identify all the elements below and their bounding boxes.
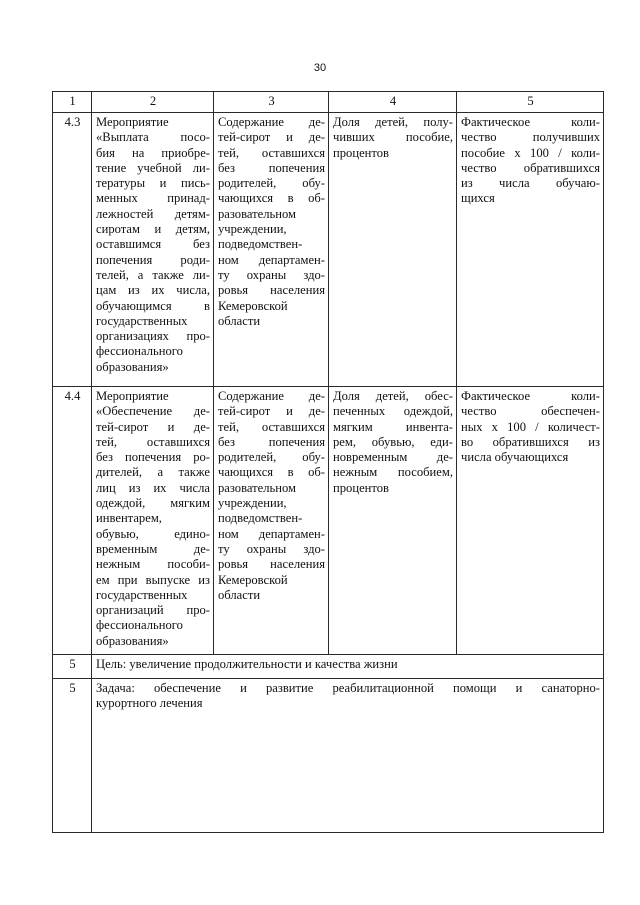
cell-line: мягким инвента- xyxy=(333,419,453,434)
row-number: 5 xyxy=(53,655,92,679)
cell-line: Кемеровской xyxy=(218,298,288,313)
cell-line: цам из их числа, xyxy=(96,283,210,298)
cell-line: обучающимся в xyxy=(96,298,210,313)
header-cell: 2 xyxy=(92,92,214,113)
cell-line: без попечения xyxy=(218,160,325,175)
cell-line: тературы и пись- xyxy=(96,176,210,191)
cell-line: тей, оставшихся xyxy=(218,145,325,160)
cell-line: щихся xyxy=(461,191,495,206)
cell-line: разовательном xyxy=(218,480,297,495)
cell-line: телей, а также ли- xyxy=(96,267,210,282)
cell-line: чество обратившихся xyxy=(461,160,600,175)
cell-line: «Выплата посо- xyxy=(96,130,210,145)
task-row xyxy=(53,679,604,833)
cell-line: образования» xyxy=(96,359,169,374)
cell-line: Содержание де- xyxy=(218,115,325,129)
cell-line: нежным пособием, xyxy=(333,465,453,480)
row-number: 4.4 xyxy=(53,387,92,655)
cell-line: ровья населения xyxy=(218,557,325,572)
row-number: 5 xyxy=(53,679,92,833)
page-number: 30 xyxy=(313,62,327,74)
table-row-4-3 xyxy=(53,113,604,387)
cell-line: чивших пособие, xyxy=(333,130,453,145)
cell-line: Задача: обеспечение и развитие реабилитационной помощи и санаторно- xyxy=(96,681,600,695)
cell-line: без попечения xyxy=(218,434,325,449)
cell-line: Цель: увеличение продолжительности и качества жизни xyxy=(96,657,398,671)
table-header-row xyxy=(53,92,604,113)
cell-line: бия на приобре- xyxy=(96,145,210,160)
cell-line: Содержание де- xyxy=(218,389,325,403)
cell-line: ту охраны здо- xyxy=(218,267,325,282)
cell-line: ту охраны здо- xyxy=(218,541,325,556)
goal-row xyxy=(53,655,604,679)
cell-line: без попечения ро- xyxy=(96,450,210,465)
cell-line: учреждении, xyxy=(218,222,287,237)
cell-line: тей-сирот и де- xyxy=(218,404,325,419)
cell-line: чающихся в об- xyxy=(218,191,325,206)
cell-line: подведомствен- xyxy=(218,237,303,252)
indicator-cell xyxy=(329,387,457,655)
indicator-cell xyxy=(329,113,457,387)
cell-line: дителей, а также xyxy=(96,465,210,480)
cell-line: попечения роди- xyxy=(96,252,210,267)
cell-line: процентов xyxy=(333,145,389,160)
cell-line: ном департамен- xyxy=(218,252,325,267)
header-cell: 5 xyxy=(457,92,604,113)
cell-line: организаций про- xyxy=(96,603,210,618)
cell-line: тей-сирот и де- xyxy=(96,419,210,434)
cell-line: новременным де- xyxy=(333,450,453,465)
cell-line: обувью, едино- xyxy=(96,526,210,541)
cell-line: процентов xyxy=(333,480,389,495)
cell-line: родителей, обу- xyxy=(218,450,325,465)
cell-line: Доля детей, обес- xyxy=(333,389,453,403)
cell-line: тей, оставшихся xyxy=(218,419,325,434)
cell-line: тей, оставшихся xyxy=(96,434,210,449)
cell-line: лиц из их числа xyxy=(96,480,210,495)
content-cell xyxy=(214,387,329,655)
cell-line: ровья населения xyxy=(218,283,325,298)
cell-line: во обратившихся из xyxy=(461,434,600,449)
cell-line: курортного лечения xyxy=(96,696,203,711)
header-cell: 3 xyxy=(214,92,329,113)
header-cell: 4 xyxy=(329,92,457,113)
cell-line: сиротам и детям, xyxy=(96,222,210,237)
formula-cell xyxy=(457,387,604,655)
cell-line: образования» xyxy=(96,633,169,648)
content-cell xyxy=(214,113,329,387)
cell-line: государственных xyxy=(96,587,188,602)
document-table xyxy=(52,91,604,833)
cell-line: учреждении, xyxy=(218,496,287,511)
cell-line: инвентарем, xyxy=(96,511,162,526)
cell-line: Мероприятие xyxy=(96,115,169,129)
row-number: 4.3 xyxy=(53,113,92,387)
activity-cell xyxy=(92,113,214,387)
cell-line: ном департамен- xyxy=(218,526,325,541)
cell-line: ем при выпуске из xyxy=(96,572,210,587)
cell-line: чество получивших xyxy=(461,130,600,145)
cell-line: организациях про- xyxy=(96,329,210,344)
cell-line: Доля детей, полу- xyxy=(333,115,453,129)
cell-line: подведомствен- xyxy=(218,511,303,526)
cell-line: Кемеровской xyxy=(218,572,288,587)
cell-line: временным де- xyxy=(96,541,210,556)
header-cell: 1 xyxy=(53,92,92,113)
cell-line: оставшимся без xyxy=(96,237,210,252)
cell-line: родителей, обу- xyxy=(218,176,325,191)
cell-line: менных принад- xyxy=(96,191,210,206)
cell-line: чество обеспечен- xyxy=(461,404,600,419)
cell-line: одеждой, мягким xyxy=(96,496,210,511)
table-row-4-4 xyxy=(53,387,604,655)
cell-line: чающихся в об- xyxy=(218,465,325,480)
cell-line: области xyxy=(218,313,261,328)
goal-cell xyxy=(92,655,604,679)
cell-line: рем, обувью, еди- xyxy=(333,434,453,449)
cell-line: тей-сирот и де- xyxy=(218,130,325,145)
cell-line: Фактическое коли- xyxy=(461,115,600,129)
cell-line: государственных xyxy=(96,313,188,328)
cell-line: ных х 100 / количест- xyxy=(461,419,600,434)
task-cell xyxy=(92,679,604,833)
cell-line: пособие х 100 / коли- xyxy=(461,145,600,160)
cell-line: Мероприятие xyxy=(96,389,169,403)
cell-line: области xyxy=(218,587,261,602)
cell-line: разовательном xyxy=(218,206,297,221)
cell-line: тение учебной ли- xyxy=(96,160,210,175)
cell-line: «Обеспечение де- xyxy=(96,404,210,419)
cell-line: лежностей детям- xyxy=(96,206,210,221)
cell-line: нежным пособи- xyxy=(96,557,210,572)
cell-line: Фактическое коли- xyxy=(461,389,600,403)
cell-line: фессионального xyxy=(96,344,183,359)
cell-line: числа обучающихся xyxy=(461,450,569,465)
cell-line: из числа обучаю- xyxy=(461,176,600,191)
cell-line: печенных одеждой, xyxy=(333,404,453,419)
cell-line: фессионального xyxy=(96,618,183,633)
activity-cell xyxy=(92,387,214,655)
formula-cell xyxy=(457,113,604,387)
